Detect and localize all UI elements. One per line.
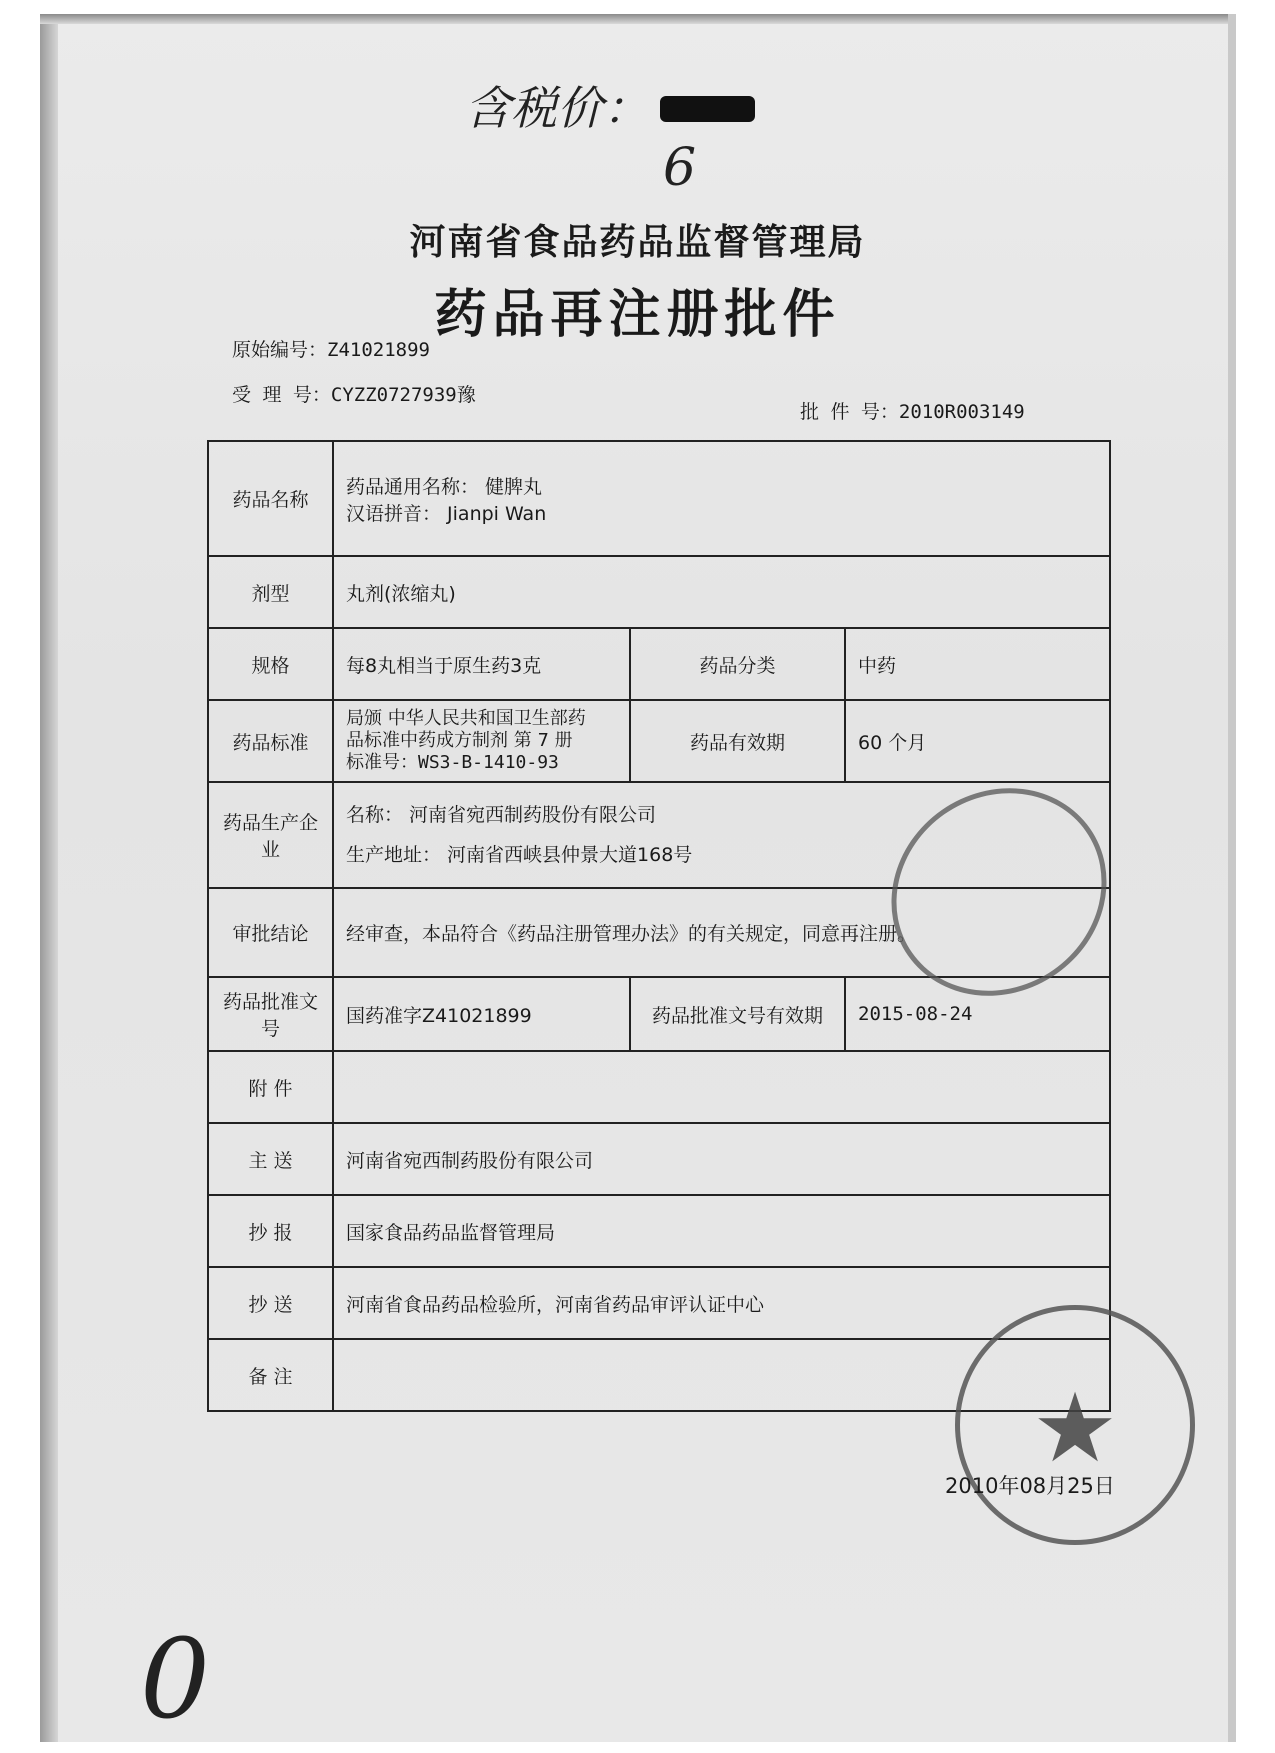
validity-value: 60 个月 (845, 700, 1110, 782)
issue-date: 2010年08月25日 (945, 1474, 1115, 1498)
conclusion-label: 审批结论 (208, 888, 333, 977)
handwritten-page-mark: 0 (140, 1615, 210, 1743)
drug-name-cell (333, 441, 1110, 556)
approval-validity-label: 药品批准文号有效期 (630, 977, 845, 1051)
remarks-label: 备 注 (208, 1339, 333, 1411)
table-row (208, 628, 1110, 700)
standard-label: 药品标准 (208, 700, 333, 782)
dosage-form-value: 丸剂(浓缩丸) (333, 556, 1110, 628)
main-recipient-label: 主 送 (208, 1123, 333, 1195)
report-to-value: 国家食品药品监督管理局 (333, 1195, 1110, 1267)
copy-to-value: 河南省食品药品检验所，河南省药品审评认证中心 (333, 1267, 1110, 1339)
drug-name-label: 药品名称 (208, 441, 333, 556)
handwritten-price-note: 含税价： (465, 81, 649, 135)
official-seal (955, 1305, 1195, 1545)
main-recipient-value: 河南省宛西制药股份有限公司 (333, 1123, 1110, 1195)
copy-to-label: 抄 送 (208, 1267, 333, 1339)
conclusion-value: 经审查，本品符合《药品注册管理办法》的有关规定，同意再注册。 (333, 888, 1110, 977)
standard-value (333, 700, 630, 782)
approval-number: 批 件 号：2010R003149 (800, 401, 1025, 423)
table-row (208, 1123, 1110, 1195)
attachment-label: 附 件 (208, 1051, 333, 1123)
spec-value: 每8丸相当于原生药3克 (333, 628, 630, 700)
redaction-mark (660, 96, 755, 122)
manufacturer-name: 名称： 河南省宛西制药股份有限公司 (346, 804, 657, 826)
issuing-organization: 河南省食品药品监督管理局 (409, 222, 866, 263)
handwritten-price-value: 6 (663, 138, 697, 198)
generic-name: 药品通用名称： 健脾丸 (346, 475, 543, 498)
spec-label: 规格 (208, 628, 333, 700)
table-row (208, 1267, 1110, 1339)
approval-doc-label: 药品批准文号 (208, 977, 333, 1051)
report-to-label: 抄 报 (208, 1195, 333, 1267)
pinyin-name: 汉语拼音： Jianpi Wan (346, 502, 547, 525)
category-value: 中药 (845, 628, 1110, 700)
attachment-value (333, 1051, 1110, 1123)
approval-doc-value: 国药准字Z41021899 (333, 977, 630, 1051)
approval-validity-value: 2015-08-24 (845, 977, 1110, 1051)
table-row (208, 1195, 1110, 1267)
validity-label: 药品有效期 (630, 700, 845, 782)
star-icon: ★ (1031, 1372, 1119, 1484)
table-row (208, 1051, 1110, 1123)
table-row (208, 441, 1110, 556)
standard-line-2: 品标准中药成方制剂 第 7 册 (346, 730, 573, 751)
acceptance-number: 受 理 号：CYZZ0727939豫 (232, 384, 476, 406)
manufacturer-address: 生产地址： 河南省西峡县仲景大道168号 (346, 844, 693, 866)
original-number: 原始编号：Z41021899 (232, 339, 430, 361)
dosage-form-label: 剂型 (208, 556, 333, 628)
document-title: 药品再注册批件 (434, 284, 841, 345)
scan-shadow-top (40, 14, 1235, 24)
category-label: 药品分类 (630, 628, 845, 700)
table-row (208, 556, 1110, 628)
standard-line-1: 局颁 中华人民共和国卫生部药 (346, 708, 586, 729)
table-row (208, 700, 1110, 782)
standard-line-3: 标准号：WS3-B-1410-93 (346, 752, 559, 773)
manufacturer-label: 药品生产企业 (208, 782, 333, 888)
